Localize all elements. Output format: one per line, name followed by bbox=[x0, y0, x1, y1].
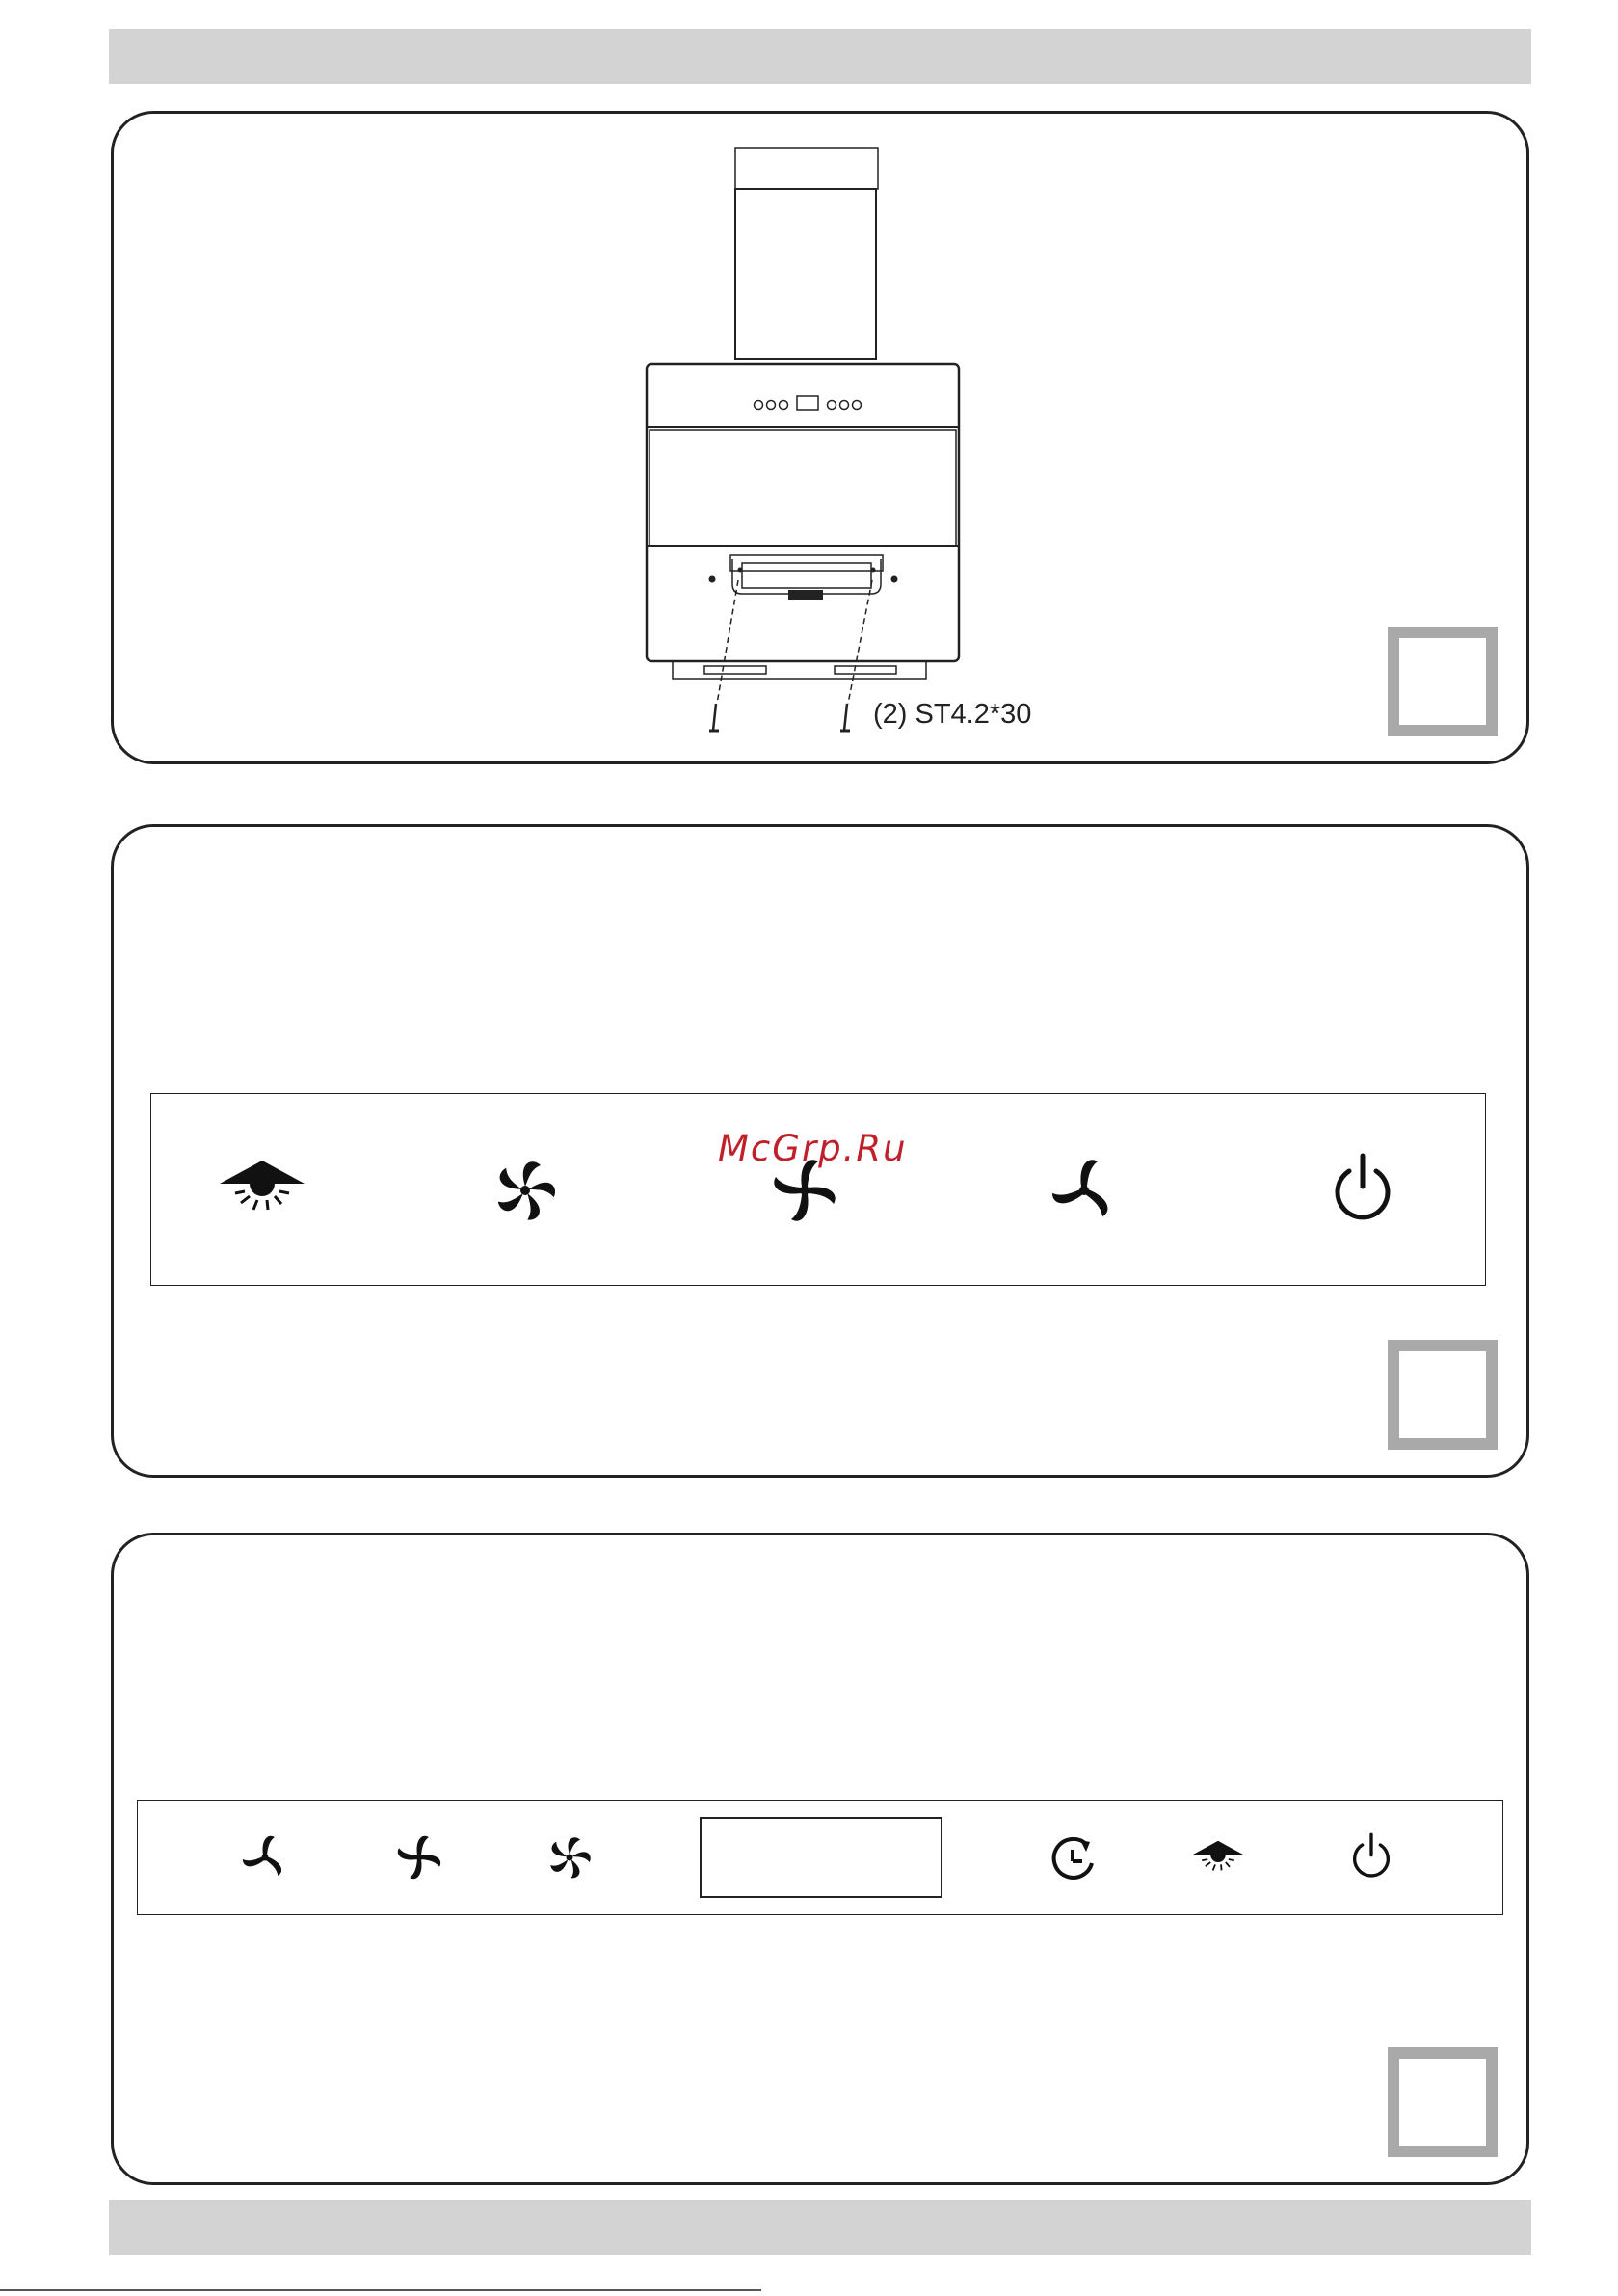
range-hood-drawing bbox=[114, 114, 1532, 767]
light-icon[interactable] bbox=[1186, 1832, 1250, 1881]
figure-panel-hood-install bbox=[111, 111, 1529, 764]
fan-speed-3-icon[interactable] bbox=[487, 1152, 564, 1229]
figure-marker-box bbox=[1388, 2047, 1498, 2157]
control-panel-strip bbox=[137, 1800, 1503, 1915]
figure-marker-box bbox=[1388, 1340, 1498, 1450]
screw-spec-label: (2) ST4.2*30 bbox=[873, 699, 1032, 730]
fan-speed-1-icon[interactable] bbox=[238, 1830, 292, 1884]
fan-speed-3-icon[interactable] bbox=[543, 1830, 597, 1884]
watermark: McGrp.Ru bbox=[718, 1128, 908, 1169]
power-icon[interactable] bbox=[1319, 1148, 1406, 1235]
timer-icon[interactable] bbox=[1046, 1832, 1100, 1886]
figure-marker-box bbox=[1388, 627, 1498, 736]
fan-speed-1-icon[interactable] bbox=[1046, 1152, 1123, 1229]
control-panel-strip bbox=[150, 1093, 1486, 1286]
figure-panel-control-7 bbox=[111, 1533, 1529, 2185]
power-icon[interactable] bbox=[1342, 1829, 1400, 1887]
display-window bbox=[700, 1817, 942, 1898]
light-icon[interactable] bbox=[209, 1148, 315, 1225]
fan-speed-2-icon[interactable] bbox=[392, 1830, 446, 1884]
footer-bar bbox=[109, 2200, 1531, 2255]
header-bar bbox=[109, 29, 1531, 84]
footer-rule bbox=[0, 2289, 761, 2291]
